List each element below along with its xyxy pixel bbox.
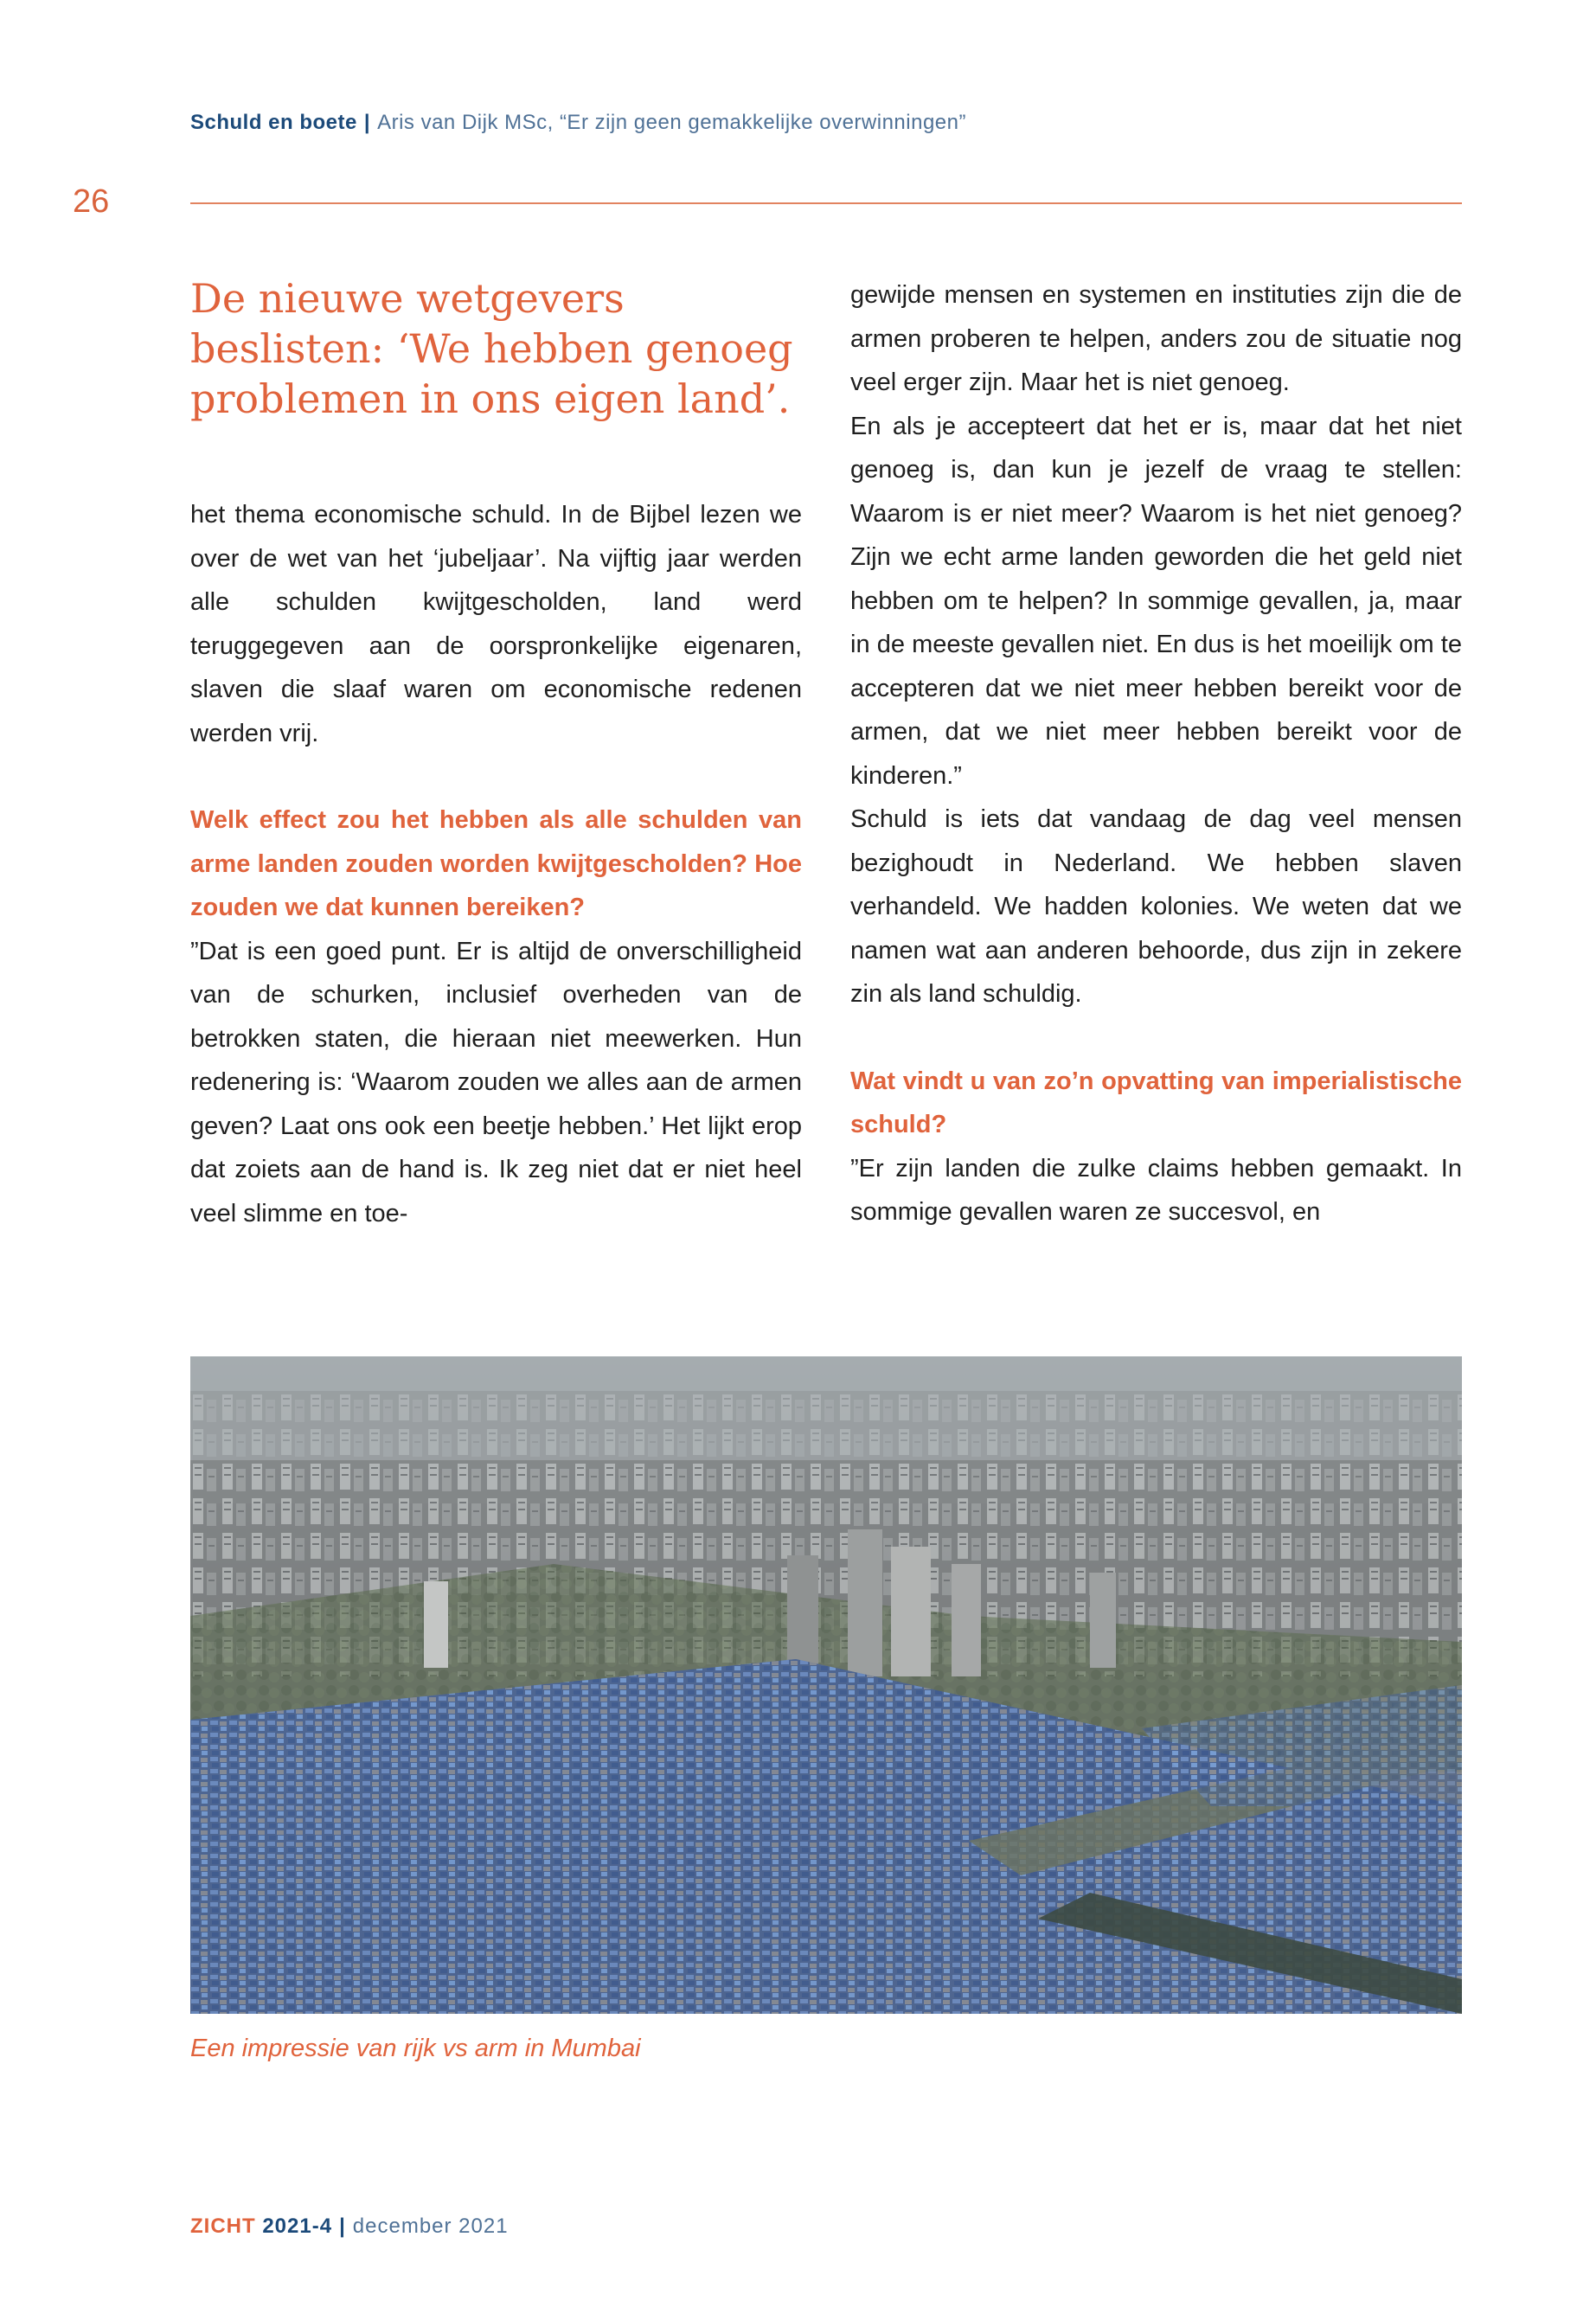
pull-quote: De nieuwe wetgevers beslisten: ‘We hebben genoeg problemen in ons eigen land’. [190, 275, 793, 422]
left-column [190, 273, 802, 1235]
running-header [190, 111, 1462, 135]
header-separator: | [363, 111, 371, 134]
issue-number: 2021-4 [262, 2214, 333, 2238]
interview-answer: ”Dat is een goed punt. Er is altijd de onverschilligheid van de schurken, inclusief overheden van de betrokken staten, die hieraan niet meewerken. Hun redenering is: ‘Waarom zouden we alles aan de armen geven? Laat ons ook een beetje hebben.’ Het lijkt erop dat zoiets aan de hand is. Ik zeg niet dat er niet heel veel slimme en toe- [190, 937, 802, 1227]
mumbai-aerial-photo [190, 1356, 1462, 2014]
issue-date: december 2021 [352, 2214, 509, 2238]
magazine-name: ZICHT [190, 2214, 256, 2238]
page-footer [190, 2214, 509, 2239]
section-title: Schuld en boete [190, 111, 357, 134]
page-number: 26 [73, 183, 110, 220]
body-paragraph: En als je accepteert dat het er is, maar dat het niet genoeg is, dan kun je jezelf de vraag te stellen: Waarom is er niet meer? Waarom is het niet genoeg? Zijn we echt arme landen geworden die het geld niet hebben om te helpen? In sommige gevallen, ja, maar in de meeste gevallen niet. En dus is het moeilijk om te accepteren dat we niet meer hebben bereikt voor de armen, dat we niet meer hebben bereikt voor de kinderen.” [850, 412, 1462, 790]
body-paragraph: het thema economische schuld. In de Bijbel lezen we over de wet van het ‘jubeljaar’. Na vijftig jaar werden alle schulden kwijtgescholden, land werd teruggegeven aan de oorspronkelijke eigenaren, slaven die slaaf waren om economische redenen werden vrij. [190, 501, 802, 747]
body-paragraph: gewijde mensen en systemen en instituties zijn die de armen proberen te helpen, anders zou de situatie nog veel erger zijn. Maar het is niet genoeg. [850, 281, 1462, 396]
header-rule [190, 202, 1462, 204]
figure-caption: Een impressie van rijk vs arm in Mumbai [190, 2035, 641, 2062]
footer-separator: | [339, 2214, 346, 2238]
body-paragraph: Schuld is iets dat vandaag de dag veel mensen bezighoudt in Nederland. We hebben slaven verhandeld. We hadden kolonies. We weten dat we namen wat aan anderen behoorde, dus zijn in zekere zin als land schuldig. [850, 805, 1462, 1008]
right-column [850, 273, 1462, 1234]
interview-question: Welk effect zou het hebben als alle schulden van arme landen zouden worden kwijtgescholden? Hoe zouden we dat kunnen bereiken? [190, 806, 802, 921]
interview-question: Wat vindt u van zo’n opvatting van imperialistische schuld? [850, 1067, 1462, 1138]
interview-answer: ”Er zijn landen die zulke claims hebben gemaakt. In sommige gevallen waren ze succesvol, en [850, 1154, 1462, 1226]
article-subtitle: Aris van Dijk MSc, “Er zijn geen gemakkelijke overwinningen” [377, 111, 966, 134]
